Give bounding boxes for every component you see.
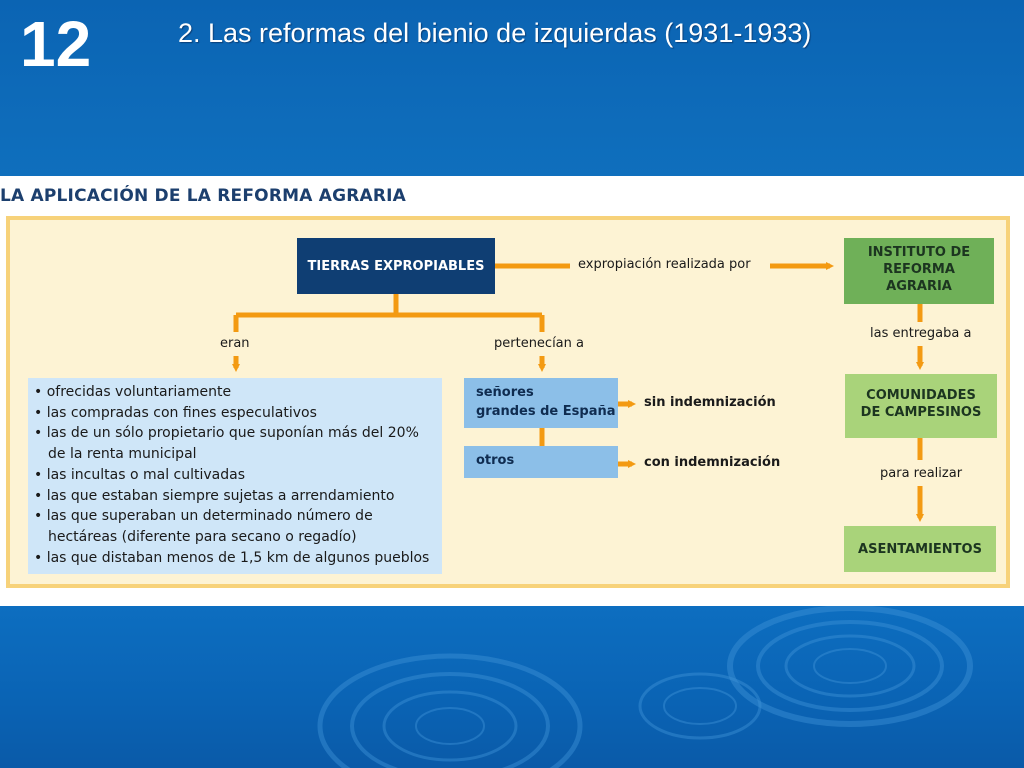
node-senores-line-1: señores: [476, 385, 534, 400]
ripple-decoration: [0, 606, 1024, 768]
list-item: • las que distaban menos de 1,5 km de algunos pueblos: [34, 549, 430, 566]
node-criteria-list: [28, 378, 442, 574]
list-item: hectáreas (diferente para secano o regadío): [48, 528, 357, 545]
label-para-realizar: para realizar: [880, 466, 963, 481]
slide-title: 2. Las reformas del bienio de izquierdas (1931-1933): [178, 18, 812, 48]
node-tierras-expropiables: TIERRAS EXPROPIABLES: [297, 238, 495, 294]
node-senores-grandes: [464, 378, 618, 428]
list-item: • las de un sólo propietario que suponían más del 20%: [34, 425, 419, 442]
slide-number: 12: [20, 8, 92, 80]
node-instituto-reforma-agraria: [844, 238, 994, 304]
node-comunidades-campesinos: [845, 374, 997, 438]
node-otros: otros: [464, 446, 618, 478]
label-sin-indemnizacion: sin indemnización: [644, 395, 776, 410]
node-senores-line-2: grandes de España: [476, 404, 616, 419]
label-entregaba: las entregaba a: [870, 326, 972, 341]
list-item: • las compradas con fines especulativos: [34, 404, 317, 421]
label-expropiacion: expropiación realizada por: [578, 257, 751, 272]
footer-band: [0, 606, 1024, 768]
list-item: • las incultas o mal cultivadas: [34, 466, 245, 483]
node-comunidades-line-2: DE CAMPESINOS: [860, 405, 982, 420]
list-item: de la renta municipal: [48, 446, 197, 463]
node-instituto-line-2: REFORMA: [883, 262, 955, 277]
diagram-area: [0, 176, 1024, 606]
list-item: • ofrecidas voluntariamente: [34, 384, 232, 400]
label-eran: eran: [220, 336, 250, 351]
list-item: • las que estaban siempre sujetas a arrendamiento: [34, 487, 395, 504]
diagram-panel: [6, 216, 1010, 588]
header-band: [0, 0, 1024, 176]
label-pertenecian: pertenecían a: [494, 336, 584, 351]
diagram-heading: LA APLICACIÓN DE LA REFORMA AGRARIA: [0, 186, 407, 206]
node-instituto-line-3: AGRARIA: [886, 279, 952, 294]
label-con-indemnizacion: con indemnización: [644, 455, 781, 470]
list-item: • las que superaban un determinado número de: [34, 508, 373, 525]
node-instituto-line-1: INSTITUTO DE: [867, 245, 971, 260]
node-comunidades-line-1: COMUNIDADES: [866, 388, 976, 403]
node-asentamientos: ASENTAMIENTOS: [844, 526, 996, 572]
